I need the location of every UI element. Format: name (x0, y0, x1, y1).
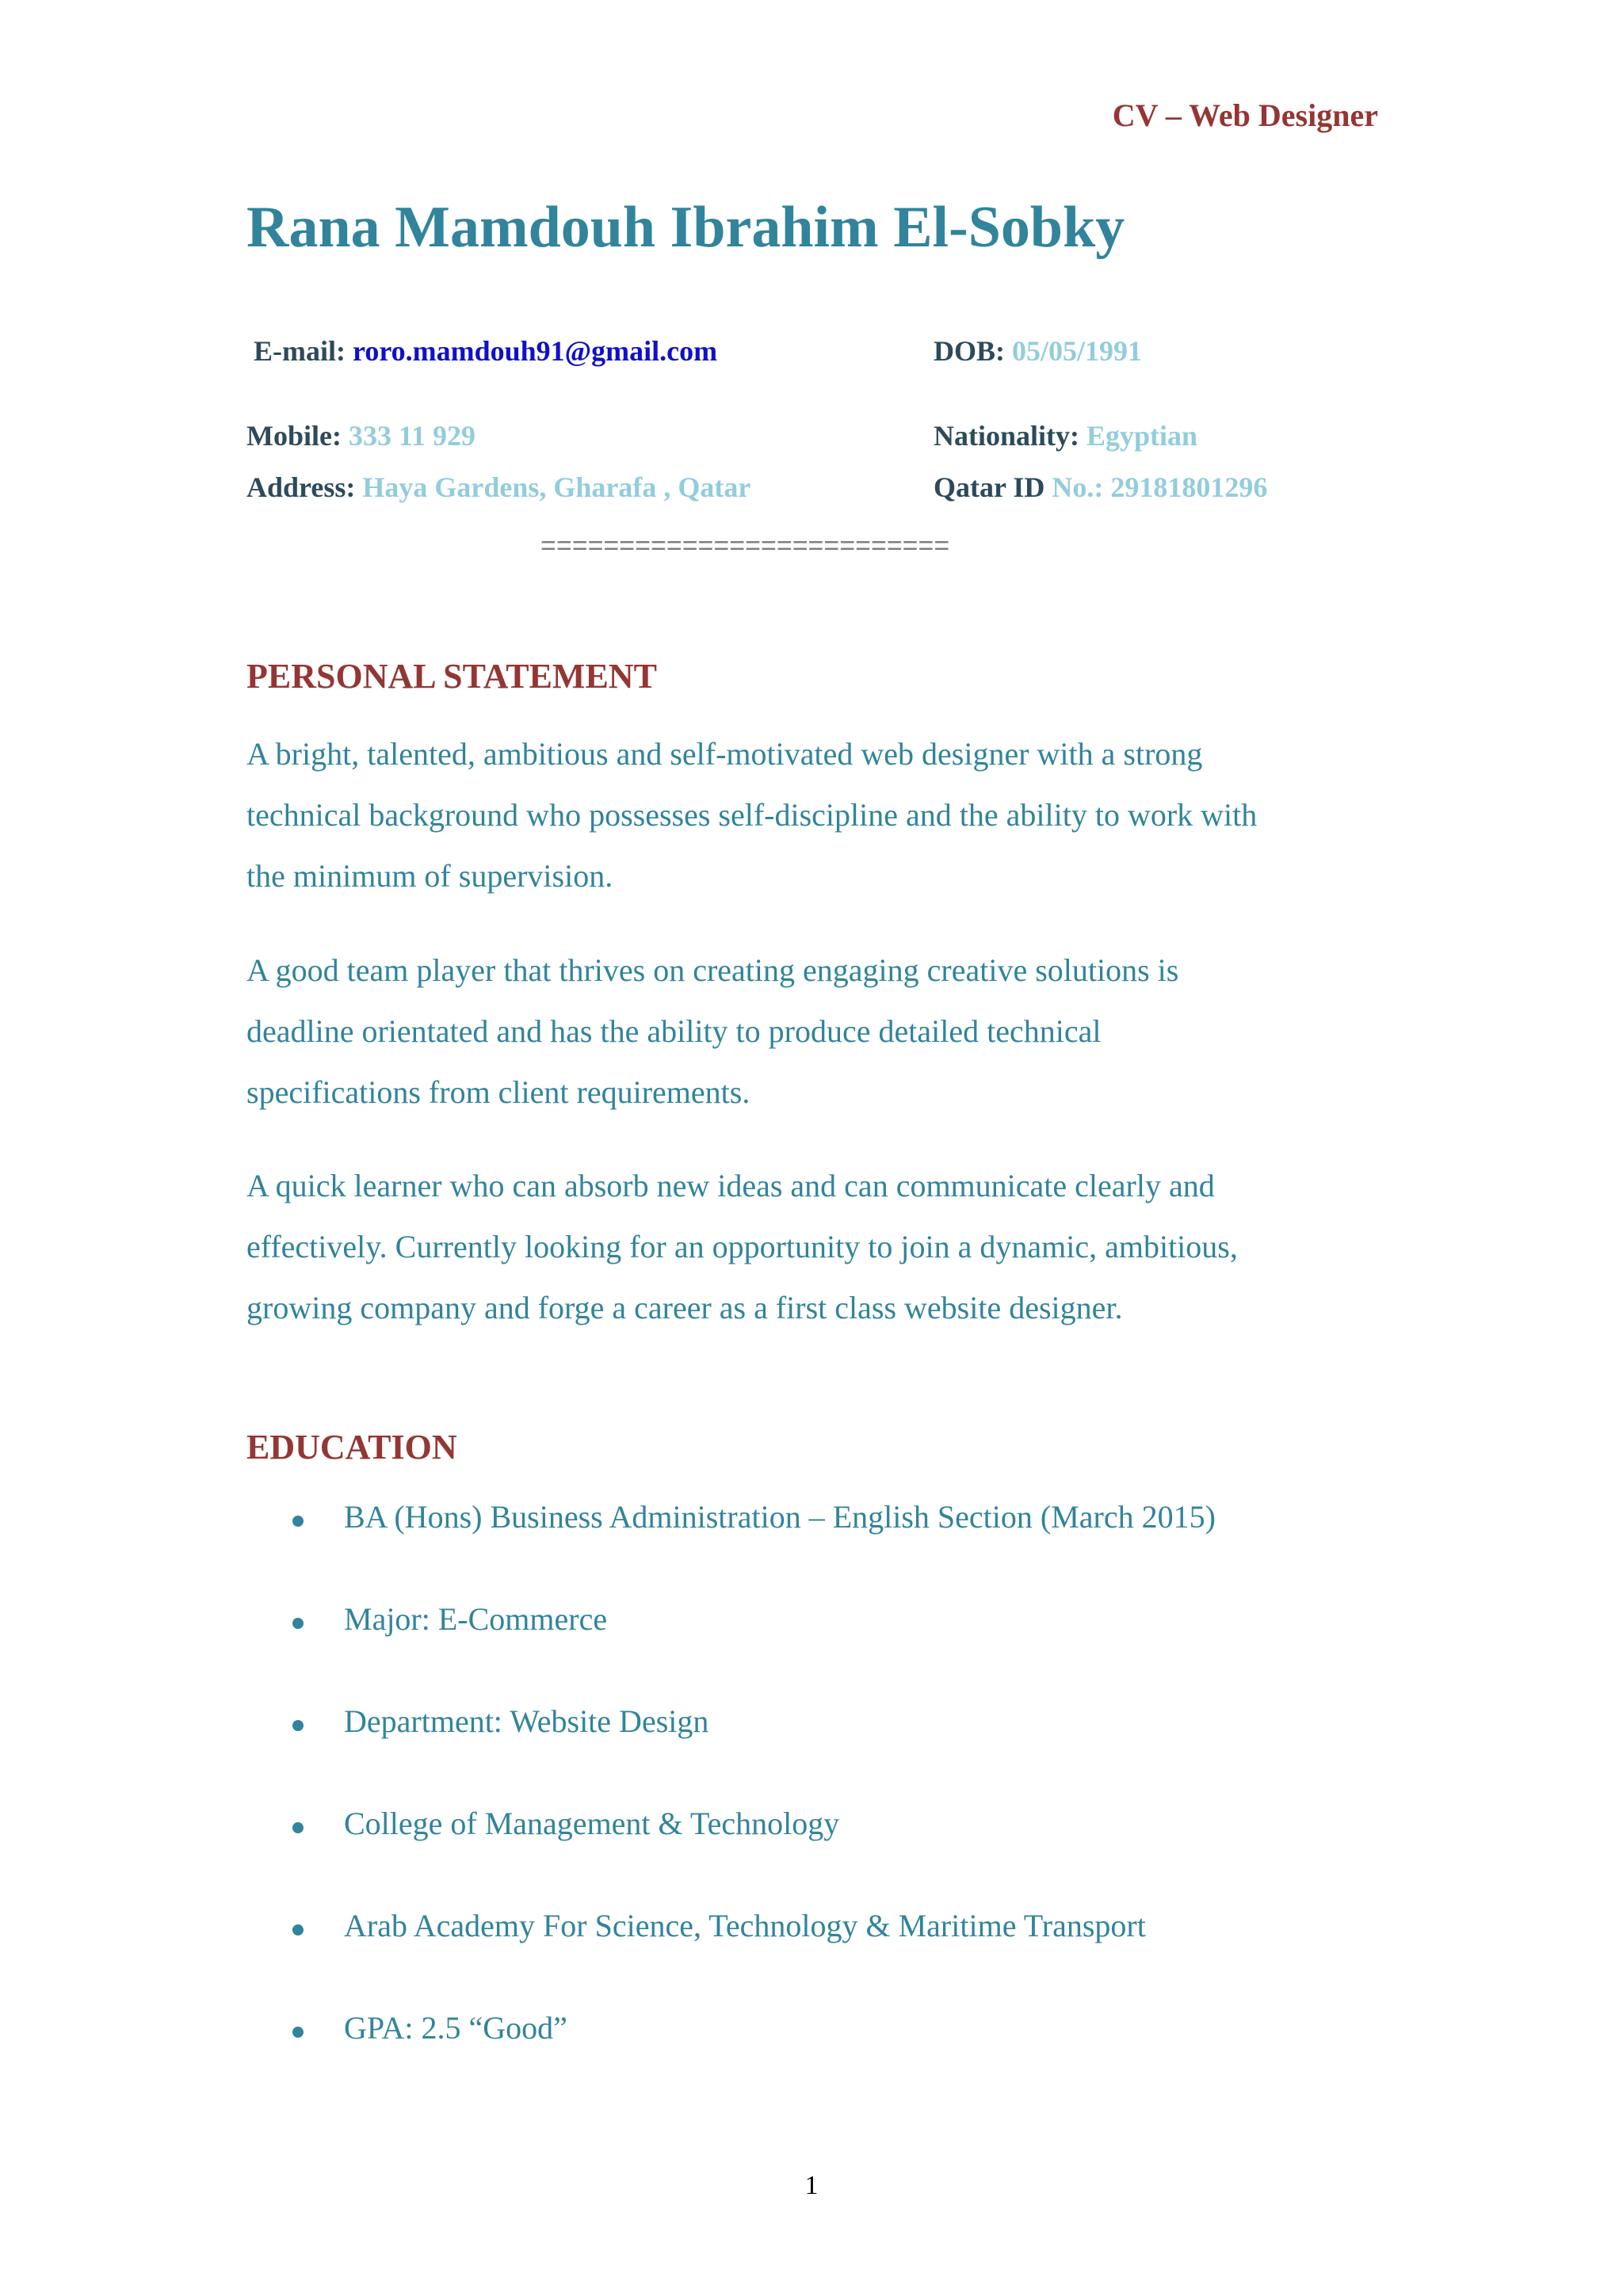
qatar-id-value: No.: 29181801296 (1052, 471, 1268, 503)
statement-paragraph (246, 1155, 1388, 1338)
bullet-icon (292, 1924, 304, 1936)
bullet-icon (292, 2027, 304, 2038)
bullet-icon (292, 1618, 304, 1629)
document-tag: CV – Web Designer (1112, 97, 1378, 133)
nationality-label: Nationality: (934, 420, 1079, 452)
education-item-text: BA (Hons) Business Administration – English Section (March 2015) (344, 1499, 1216, 1535)
nationality-value: Egyptian (1086, 420, 1198, 452)
personal-statement-heading: PERSONAL STATEMENT (246, 657, 657, 696)
mobile-line (246, 421, 475, 450)
bullet-icon (292, 1720, 304, 1731)
statement-line: growing company and forge a career as a first class website designer. (246, 1290, 1123, 1325)
mobile-value: 333 11 929 (348, 420, 475, 452)
statement-line: specifications from client requirements. (246, 1074, 750, 1110)
section-divider: ========================== (540, 531, 950, 561)
education-item-text: Department: Website Design (344, 1703, 709, 1739)
dob-line (934, 337, 1142, 365)
mobile-label: Mobile: (246, 420, 342, 452)
education-item-text: GPA: 2.5 “Good” (344, 2010, 567, 2046)
statement-line: the minimum of supervision. (246, 858, 613, 894)
qatar-id-line (934, 473, 1267, 502)
nationality-line (934, 421, 1197, 450)
address-label: Address: (246, 471, 356, 503)
education-item-text: College of Management & Technology (344, 1806, 840, 1841)
page-number: 1 (804, 2171, 819, 2200)
statement-line: A quick learner who can absorb new ideas and can communicate clearly and (246, 1168, 1215, 1203)
dob-value: 05/05/1991 (1012, 335, 1143, 367)
bullet-icon (292, 1516, 304, 1527)
statement-line: A good team player that thrives on creating engaging creative solutions is (246, 952, 1179, 988)
education-heading: EDUCATION (246, 1428, 457, 1466)
address-line (246, 473, 750, 502)
address-value: Haya Gardens, Gharafa , Qatar (362, 471, 751, 503)
email-link[interactable]: roro.mamdouh91@gmail.com (352, 335, 718, 367)
education-item-text: Major: E-Commerce (344, 1601, 608, 1637)
qatar-id-label: Qatar ID (934, 471, 1045, 503)
bullet-icon (292, 1822, 304, 1833)
statement-line: deadline orientated and has the ability to produce detailed technical (246, 1013, 1102, 1049)
education-item-text: Arab Academy For Science, Technology & Maritime Transport (344, 1908, 1146, 1943)
statement-paragraph (246, 940, 1388, 1123)
email-label: E-mail: (254, 335, 346, 367)
dob-label: DOB: (934, 335, 1005, 367)
email-line (254, 337, 717, 365)
statement-paragraph (246, 723, 1388, 906)
statement-line: effectively. Currently looking for an opportunity to join a dynamic, ambitious, (246, 1229, 1238, 1264)
candidate-name: Rana Mamdouh Ibrahim El-Sobky (246, 195, 1125, 260)
statement-line: technical background who possesses self-discipline and the ability to work with (246, 797, 1258, 833)
statement-line: A bright, talented, ambitious and self-motivated web designer with a strong (246, 736, 1203, 772)
